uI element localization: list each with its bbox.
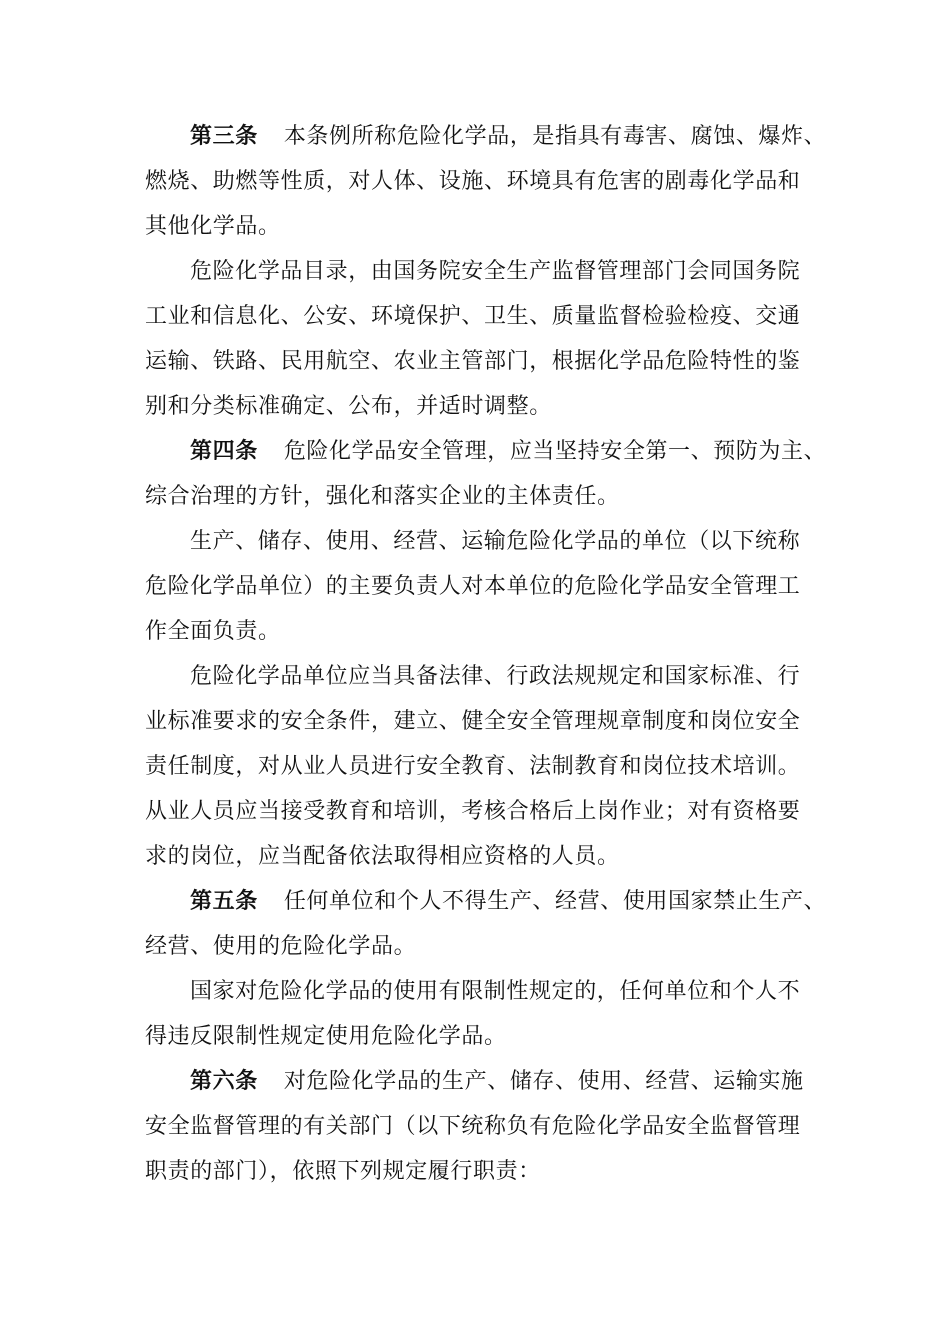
- line-text: 任何单位和个人不得生产、经营、使用国家禁止生产、: [283, 889, 827, 914]
- line-text: 作全面负责。: [145, 619, 281, 644]
- line-text: 工业和信息化、公安、环境保护、卫生、质量监督检验检疫、交通: [145, 304, 801, 329]
- text-line: [190, 1067, 804, 1097]
- text-line: [145, 1157, 541, 1187]
- line-text: 其他化学品。: [145, 214, 281, 239]
- line-text: 运输、铁路、民用航空、农业主管部门，根据化学品危险特性的鉴: [145, 349, 801, 374]
- line-text: 职责的部门），依照下列规定履行职责：: [145, 1159, 541, 1184]
- line-text: 求的岗位，应当配备依法取得相应资格的人员。: [145, 844, 620, 869]
- text-line: [145, 1112, 800, 1142]
- article-heading: 第六条: [190, 1069, 258, 1094]
- text-line: [145, 302, 800, 332]
- text-line: [190, 887, 826, 917]
- text-line: [145, 797, 800, 827]
- line-text: 别和分类标准确定、公布，并适时调整。: [145, 394, 552, 419]
- line-text: 综合治理的方针，强化和落实企业的主体责任。: [145, 484, 620, 509]
- line-text: 危险化学品目录，由国务院安全生产监督管理部门会同国务院: [190, 259, 801, 284]
- article-heading: 第四条: [190, 439, 258, 464]
- line-text: 危险化学品单位）的主要负责人对本单位的危险化学品安全管理工: [145, 574, 801, 599]
- article-heading: 第三条: [190, 124, 258, 149]
- text-line: [190, 662, 800, 692]
- text-line: [190, 257, 800, 287]
- text-line: [145, 572, 800, 602]
- text-line: [145, 617, 281, 647]
- line-text: 国家对危险化学品的使用有限制性规定的，任何单位和个人不: [190, 979, 801, 1004]
- line-text: 安全监督管理的有关部门（以下统称负有危险化学品安全监督管理: [145, 1114, 801, 1139]
- text-line: [145, 212, 281, 242]
- text-line: [145, 752, 800, 782]
- text-line: [190, 527, 800, 557]
- line-text: 本条例所称危险化学品，是指具有毒害、腐蚀、爆炸、: [283, 124, 827, 149]
- line-text: 得违反限制性规定使用危险化学品。: [145, 1024, 507, 1049]
- article-heading: 第五条: [190, 889, 258, 914]
- text-line: [190, 122, 826, 152]
- line-text: 经营、使用的危险化学品。: [145, 934, 417, 959]
- text-line: [190, 977, 800, 1007]
- text-line: [145, 707, 800, 737]
- text-line: [145, 482, 620, 512]
- text-line: [145, 842, 620, 872]
- text-line: [145, 167, 800, 197]
- text-line: [145, 347, 800, 377]
- line-text: 燃烧、助燃等性质，对人体、设施、环境具有危害的剧毒化学品和: [145, 169, 801, 194]
- line-text: 对危险化学品的生产、储存、使用、经营、运输实施: [283, 1069, 804, 1094]
- line-text: 业标准要求的安全条件，建立、健全安全管理规章制度和岗位安全: [145, 709, 801, 734]
- line-text: 生产、储存、使用、经营、运输危险化学品的单位（以下统称: [190, 529, 801, 554]
- text-line: [145, 932, 416, 962]
- line-text: 危险化学品单位应当具备法律、行政法规规定和国家标准、行: [190, 664, 801, 689]
- text-line: [145, 1022, 507, 1052]
- text-line: [145, 392, 552, 422]
- line-text: 从业人员应当接受教育和培训，考核合格后上岗作业；对有资格要: [145, 799, 801, 824]
- text-line: [190, 437, 826, 467]
- line-text: 危险化学品安全管理，应当坚持安全第一、预防为主、: [283, 439, 827, 464]
- line-text: 责任制度，对从业人员进行安全教育、法制教育和岗位技术培训。: [145, 754, 801, 779]
